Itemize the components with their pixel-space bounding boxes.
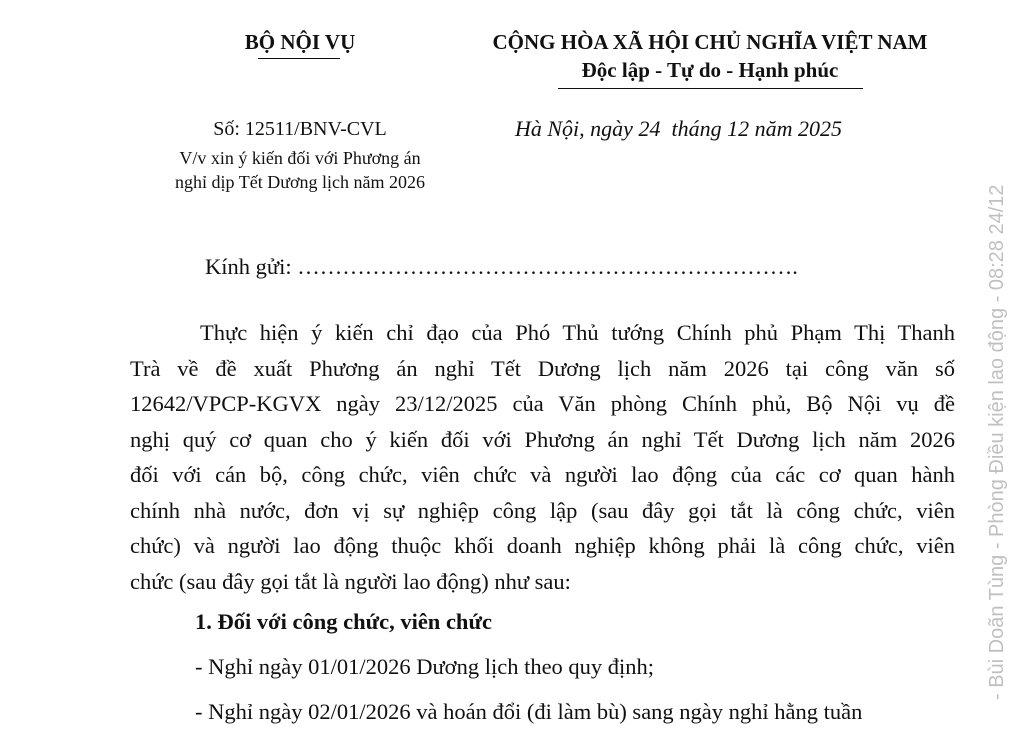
date-suffix: tháng 12 năm 2025 (671, 116, 842, 141)
section-1-heading: 1. Đối với công chức, viên chức (195, 609, 492, 634)
recipient-line: Kính gửi: …………………………………………………………. (205, 254, 798, 279)
watermark: - Bùi Doãn Tùng - Phòng Điều kiện lao động - 08:28 24/12 (986, 184, 1008, 700)
list-item: - Nghỉ ngày 02/01/2026 và hoán đổi (đi làm bù) sang ngày nghỉ hằng tuần (195, 699, 863, 724)
body-line: chức (sau đây gọi tắt là người lao động) như sau: (130, 568, 571, 594)
motto: Độc lập - Tự do - Hạnh phúc (581, 58, 839, 82)
body-line: 12642/VPCP-KGVX ngày 23/12/2025 của Văn phòng Chính phủ, Bộ Nội vụ đề (130, 391, 955, 416)
agency-name: BỘ NỘI VỤ (244, 30, 356, 54)
date-line (515, 116, 842, 142)
body-line: chính nhà nước, đơn vị sự nghiệp công lập (sau đây gọi tắt là công chức, viên (130, 497, 955, 523)
body-line: Trà về đề xuất Phương án nghỉ Tết Dương lịch năm 2026 tại công văn số (130, 355, 955, 381)
date-prefix: Hà Nội, ngày (515, 116, 633, 141)
country-name: CỘNG HÒA XÃ HỘI CHỦ NGHĨA VIỆT NAM (492, 30, 928, 54)
motto-underline (558, 88, 863, 89)
date-day: 24 (638, 116, 661, 141)
body-line: đối với cán bộ, công chức, viên chức và người lao động của các cơ quan hành (130, 462, 955, 487)
body-line: nghị quý cơ quan cho ý kiến đối với Phương án nghỉ Tết Dương lịch năm 2026 (130, 426, 955, 452)
body-line: chức) và người lao động thuộc khối doanh nghiệp không phải là công chức, viên (130, 533, 955, 558)
subject-line-1: V/v xin ý kiến đối với Phương án (179, 148, 421, 168)
body-paragraph (130, 315, 955, 734)
list-item: - Nghỉ ngày 01/01/2026 Dương lịch theo quy định; (195, 654, 655, 679)
body-line: Thực hiện ý kiến chỉ đạo của Phó Thủ tướng Chính phủ Phạm Thị Thanh (200, 320, 955, 345)
subject-line-2: nghỉ dịp Tết Dương lịch năm 2026 (175, 172, 425, 192)
agency-underline (258, 58, 340, 59)
document-number: Số: 12511/BNV-CVL (213, 118, 387, 140)
